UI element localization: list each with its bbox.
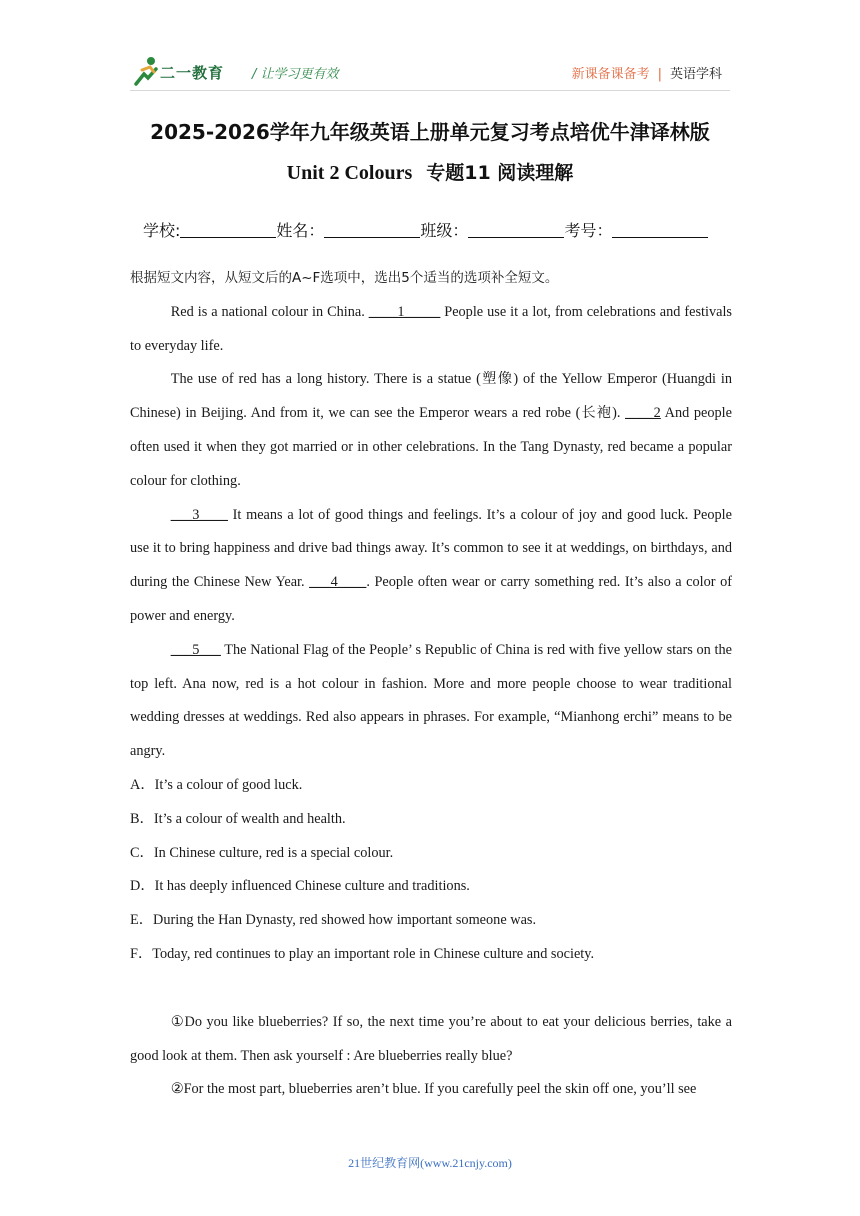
page-footer: 21世纪教育网(www.21cnjy.com) [348,1156,512,1170]
page-subtitle [0,158,860,185]
section-gap [130,972,732,1006]
class-label: 班级： [420,221,469,240]
header-subject: 英语学科 [669,67,722,82]
passage1-paragraph-4 [130,634,732,769]
passage2-paragraph-1: ①Do you like blueberries? If so, the next time you’re about to eat your delicious berries, take a good look at them. Then ask yourself : Are blueberries really blue? [130,1013,732,1064]
name-blank [324,222,420,238]
passage1-paragraph-1 [130,296,732,364]
option-c: C．In Chinese culture, red is a special colour. [130,844,394,861]
blank-4: ___4____ [309,574,367,591]
passage1-paragraph-3 [130,499,732,634]
page-header [130,54,730,90]
subtitle-topic: 专题11 阅读理解 [426,162,574,184]
name-label: 姓名： [276,221,325,240]
instruction: 根据短文内容，从短文后的A~F选项中，选出5个适当的选项补全短文。 [130,270,559,286]
option-b: B．It’s a colour of wealth and health. [130,810,346,827]
blank-1: ____1_____ [368,303,441,320]
document-body [130,262,732,1107]
runner-logo-icon [130,54,164,88]
text-run: . People often wear or carry something red. It’s also a color of power and energy. [130,574,732,624]
blank-3: ___3____ [170,506,228,523]
logo-text: 二一教育 [160,64,225,82]
text-run: It means a lot of good things and feelings. It’s a colour of joy and good luck. People use it to bring happiness and drive bad things away. It’s common to see it at weddings, on birthdays, and during the Chinese New Year. [130,506,732,591]
header-right [572,63,722,82]
text-run: The use of red has a long history. There is a statue (塑像) of the Yellow Emperor (Huangdi in Chinese) in Beijing. And from it, we can see the Emperor wears a red robe (长袍). [130,371,732,422]
option-e: E．During the Han Dynasty, red showed how important someone was. [130,912,537,929]
page-title: 2025-2026学年九年级英语上册单元复习考点培优牛津译林版 [150,120,710,144]
option-d: D．It has deeply influenced Chinese culture and traditions. [130,878,470,895]
subtitle-unit: Unit 2 Colours [286,162,413,184]
option-f: F．Today, red continues to play an important role in Chinese culture and society. [130,945,595,962]
text-run: The National Flag of the People’ s Republic of China is red with five yellow stars on the top left. Ana now, red is a hot colour in fashion. More and more people choose to wear traditional wedding dresses at weddings. Red also appears in phrases. For example, “Mianhong erchi” means to be angry. [130,641,732,760]
option-a: A．It’s a colour of good luck. [130,776,303,793]
passage2-paragraph-2: ②For the most part, blueberries aren’t blue. If you carefully peel the skin off one, you’ll see [170,1081,697,1098]
header-tag-prep: 新课备课备考 [571,67,650,82]
school-blank [180,222,276,238]
exam-number-blank [612,222,708,238]
student-info-row [143,218,708,241]
header-separator: | [657,67,662,82]
text-run: And people often used it when they got married or in other celebrations. In the Tang Dynasty, red became a popular colour for clothing. [130,405,732,489]
school-label: 学校: [143,221,181,240]
blank-2: ____2 [625,405,661,422]
class-blank [468,222,564,238]
passage1-paragraph-2 [130,363,732,498]
text-run: People use it a lot, from celebrations and festivals to everyday life. [130,303,732,354]
text-run: Red is a national colour in China. [170,303,369,320]
blank-5: ___5___ [170,641,221,658]
exam-number-label: 考号： [564,221,613,240]
header-slogan: / 让学习更有效 [252,67,339,82]
logo [130,54,240,90]
header-divider [130,90,730,91]
